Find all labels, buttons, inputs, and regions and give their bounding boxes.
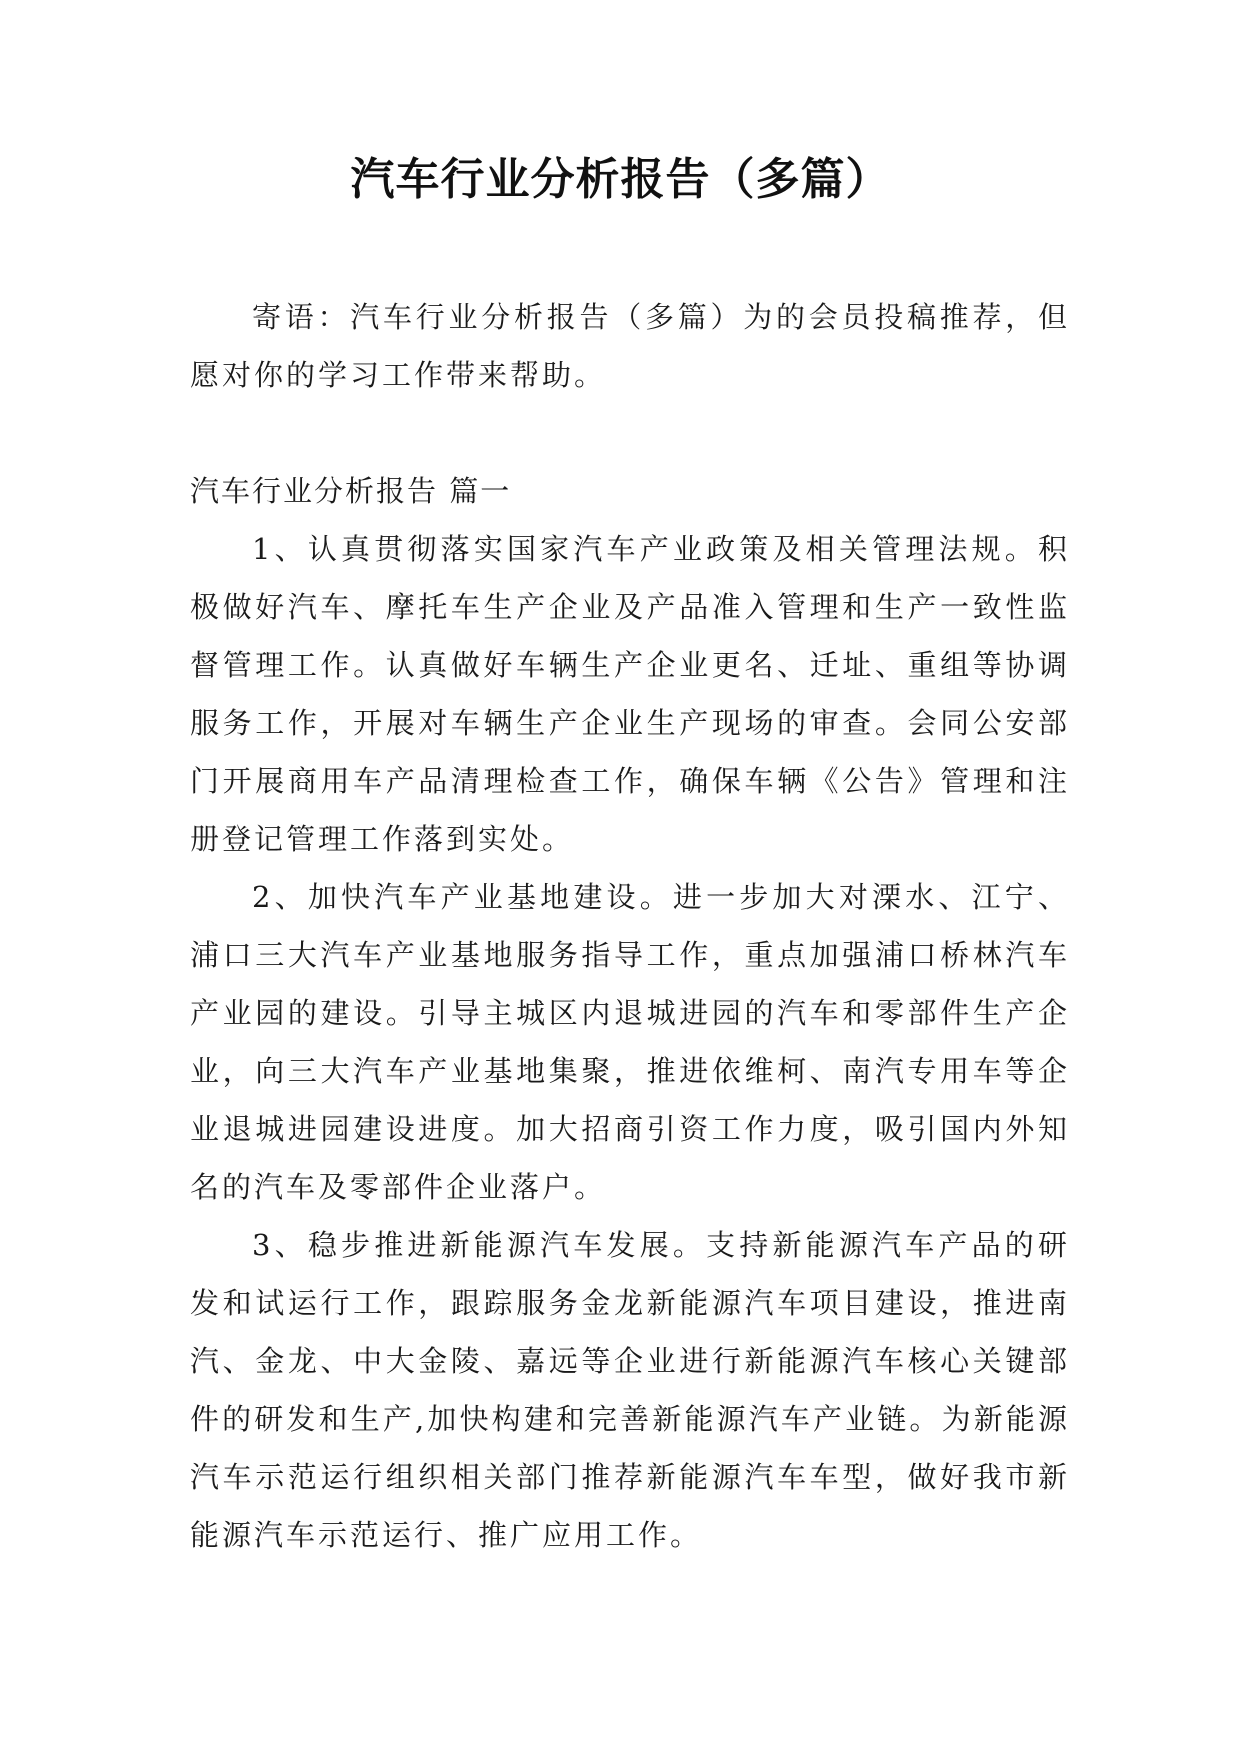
section-body <box>190 520 1070 1564</box>
paragraph-3: 3、稳步推进新能源汽车发展。支持新能源汽车产品的研发和试运行工作，跟踪服务金龙新能源汽车项目建设，推进南汽、金龙、中大金陵、嘉远等企业进行新能源汽车核心关键部件的研发和生产,加快构建和完善新能源汽车产业链。为新能源汽车示范运行组织相关部门推荐新能源汽车车型，做好我市新能源汽车示范运行、推广应用工作。 <box>190 1228 1070 1552</box>
paragraph-2: 2、加快汽车产业基地建设。进一步加大对溧水、江宁、浦口三大汽车产业基地服务指导工作，重点加强浦口桥林汽车产业园的建设。引导主城区内退城进园的汽车和零部件生产企业，向三大汽车产业基地集聚，推进依维柯、南汽专用车等企业退城进园建设进度。加大招商引资工作力度，吸引国内外知名的汽车及零部件企业落户。 <box>190 880 1070 1204</box>
section-heading: 汽车行业分析报告 篇一 <box>190 474 512 508</box>
intro-paragraph: 寄语：汽车行业分析报告（多篇）为的会员投稿推荐，但愿对你的学习工作带来帮助。 <box>190 300 1070 392</box>
paragraph-1: 1、认真贯彻落实国家汽车产业政策及相关管理法规。积极做好汽车、摩托车生产企业及产品准入管理和生产一致性监督管理工作。认真做好车辆生产企业更名、迁址、重组等协调服务工作，开展对车辆生产企业生产现场的审查。会同公安部门开展商用车产品清理检查工作，确保车辆《公告》管理和注册登记管理工作落到实处。 <box>190 532 1070 856</box>
document-title: 汽车行业分析报告（多篇） <box>350 154 891 205</box>
